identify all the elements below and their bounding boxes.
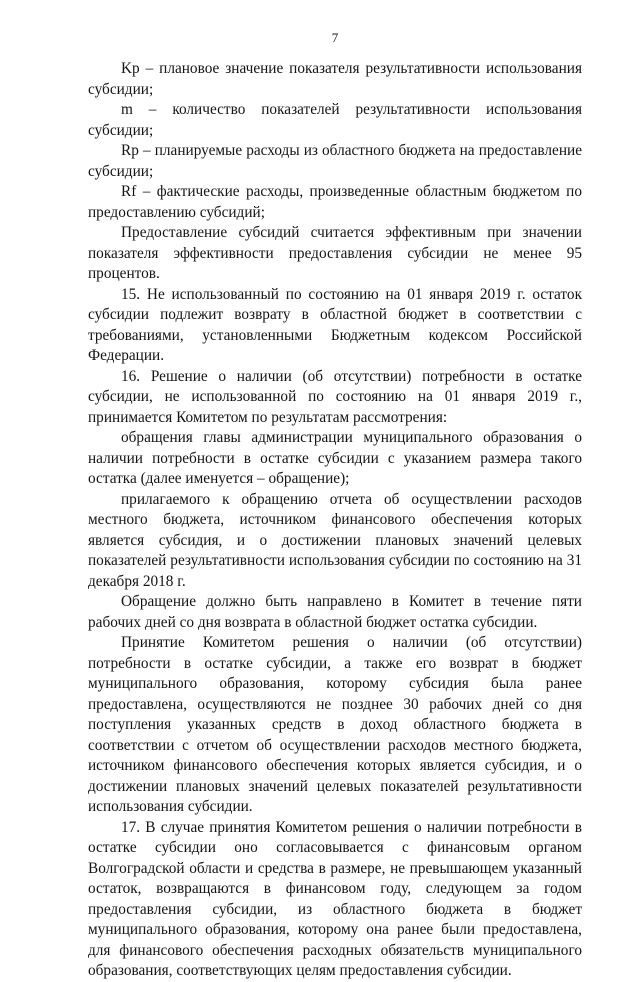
- decision-deadline-paragraph: Принятие Комитетом решения о наличии (об отсутствии) потребности в остатке субсидии, а также его возврат в бюджет муниципального образования, которому субсидия была ранее предоставлена, осуществляются не позднее 30 рабочих дней со дня поступления указанных средств в доход областного бюджета в соответствии с отчетом об осуществлении расходов местного бюджета, источником финансового обеспечения которых является субсидия, и о достижении плановых значений целевых показателей результативности использования субсидии.: [88, 634, 582, 815]
- clause-17: 17. В случае принятия Комитетом решения о наличии потребности в остатке субсидии оно согласовывается с финансовым органом Волгоградской области и средства в размере, не превышающем указанный остаток, возвращаются в финансовом году, следующем за годом предоставления субсидии, из областного бюджета в бюджет муниципального образования, которому она ранее были предоставлена, для финансового обеспечения расходных обязательств муниципального образования, соответствующих целям предоставления субсидии.: [88, 818, 582, 979]
- efficiency-criterion-paragraph: Предоставление субсидий считается эффективным при значении показателя эффективности предоставления субсидии не менее 95 процентов.: [88, 224, 582, 282]
- definition-kp: Kp – плановое значение показателя результативности использования субсидии;: [88, 60, 582, 98]
- page-number: 7: [331, 30, 339, 45]
- definition-m: m – количество показателей результативности использования субсидии;: [88, 101, 582, 139]
- definition-rf: Rf – фактические расходы, произведенные областным бюджетом по предоставлению субсидий;: [88, 183, 582, 221]
- clause-16: 16. Решение о наличии (об отсутствии) потребности в остатке субсидии, не использованной по состоянию на 01 января 2019 г., принимается Комитетом по результатам рассмотрения:: [88, 367, 582, 426]
- clause-15: 15. Не использованный по состоянию на 01 января 2019 г. остаток субсидии подлежит возврату в областной бюджет в соответствии с требованиями, установленными Бюджетным кодексом Российской Федерации.: [88, 285, 582, 364]
- clause-16-item-request: обращения главы администрации муниципального образования о наличии потребности в остатке субсидии с указанием размера такого остатка (далее именуется – обращение);: [88, 429, 582, 487]
- clause-16-item-report: прилагаемого к обращению отчета об осуществлении расходов местного бюджета, источником финансового обеспечения которых является субсидия, и о достижении плановых значений целевых показателей результативности использования субсидии по состоянию на 31 декабря 2018 г.: [88, 490, 582, 590]
- request-deadline-paragraph: Обращение должно быть направлено в Комитет в течение пяти рабочих дней со дня возврата в областной бюджет остатка субсидии.: [88, 593, 582, 631]
- definition-rp: Rp – планируемые расходы из областного бюджета на предоставление субсидии;: [88, 142, 582, 180]
- document-page: [88, 30, 582, 982]
